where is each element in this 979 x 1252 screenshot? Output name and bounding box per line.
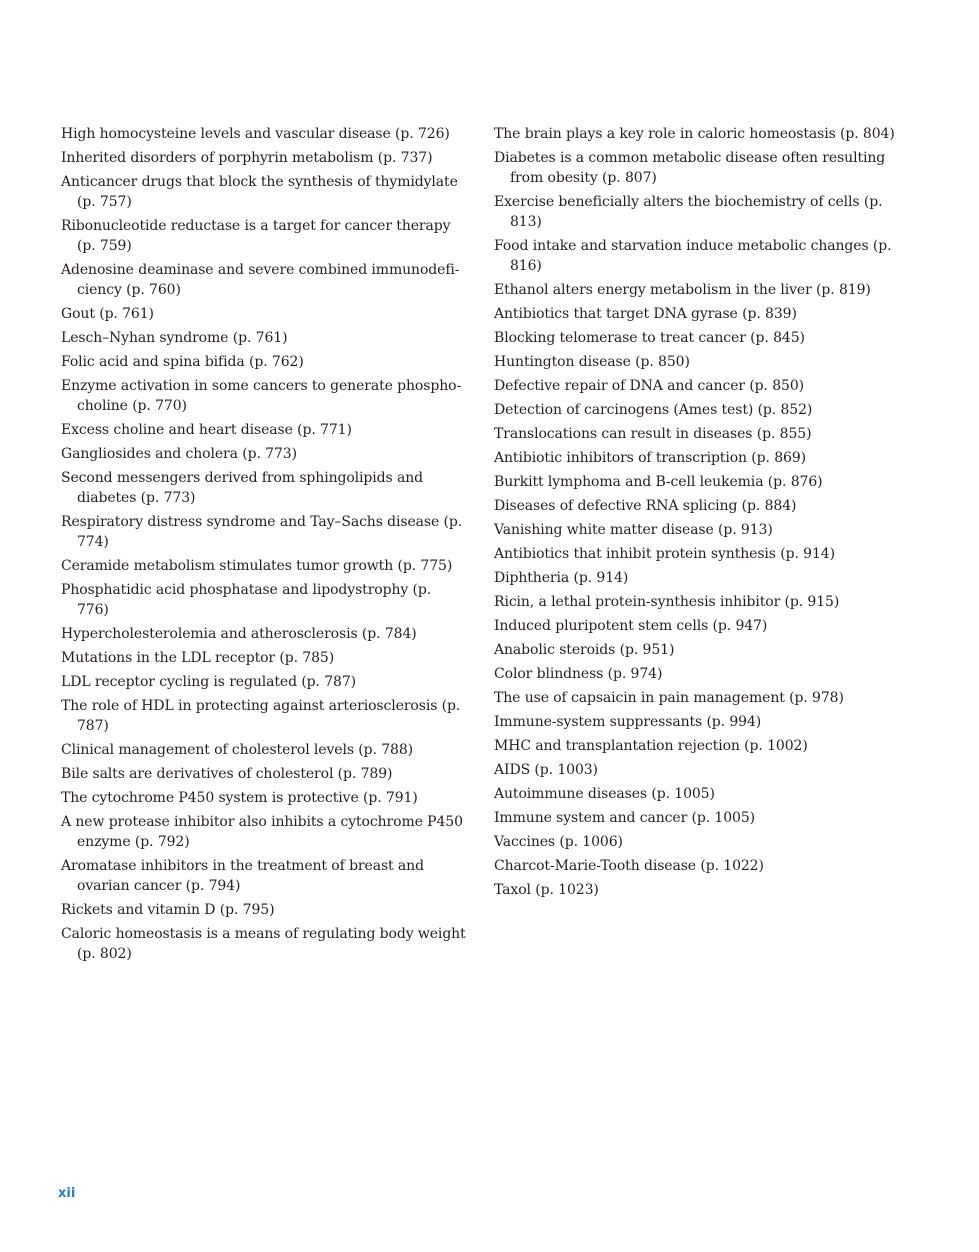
list-item: Respiratory distress syndrome and Tay–Sachs disease (p. 774) (61, 514, 463, 550)
list-item: Rickets and vitamin D (p. 795) (61, 902, 275, 918)
list-item: Clinical management of cholesterol levels (p. 788) (61, 742, 413, 758)
list-item: Immune system and cancer (p. 1005) (494, 810, 756, 826)
list-item: Burkitt lymphoma and B-cell leukemia (p. 876) (494, 474, 823, 490)
list-item: Antibiotics that inhibit protein synthesis (p. 914) (494, 546, 835, 562)
list-item: Translocations can result in diseases (p. 855) (494, 426, 812, 442)
list-item: Detection of carcinogens (Ames test) (p. 852) (494, 402, 813, 418)
list-item: Color blindness (p. 974) (494, 666, 663, 682)
list-item: AIDS (p. 1003) (494, 762, 598, 778)
list-item: The cytochrome P450 system is protective (p. 791) (61, 790, 418, 806)
list-item: Charcot-Marie-Tooth disease (p. 1022) (494, 858, 764, 874)
list-item: Folic acid and spina bifida (p. 762) (61, 354, 304, 370)
list-item: Blocking telomerase to treat cancer (p. 845) (494, 330, 805, 346)
list-item: Inherited disorders of porphyrin metabolism (p. 737) (61, 150, 433, 166)
list-item: Aromatase inhibitors in the treatment of breast and ovarian cancer (p. 794) (61, 858, 424, 894)
list-item: Lesch–Nyhan syndrome (p. 761) (61, 330, 288, 346)
list-item: Gangliosides and cholera (p. 773) (61, 446, 297, 462)
list-item: Autoimmune diseases (p. 1005) (494, 786, 715, 802)
list-item: Enzyme activation in some cancers to generate phospho-choline (p. 770) (61, 378, 462, 414)
list-item: Immune-system suppressants (p. 994) (494, 714, 762, 730)
list-item: Ribonucleotide reductase is a target for cancer therapy (p. 759) (61, 218, 451, 254)
list-item: LDL receptor cycling is regulated (p. 787) (61, 674, 357, 690)
list-item: Diphtheria (p. 914) (494, 570, 629, 586)
list-item: Caloric homeostasis is a means of regulating body weight (p. 802) (61, 926, 466, 962)
list-item: Ethanol alters energy metabolism in the liver (p. 819) (494, 282, 871, 298)
list-item: Antibiotics that target DNA gyrase (p. 839) (494, 306, 797, 322)
list-item: Food intake and starvation induce metabolic changes (p. 816) (494, 238, 892, 274)
page-number: xii (58, 1186, 76, 1201)
list-item: Gout (p. 761) (61, 306, 154, 322)
list-item: Second messengers derived from sphingolipids and diabetes (p. 773) (61, 470, 423, 506)
list-item: Phosphatidic acid phosphatase and lipodystrophy (p. 776) (61, 582, 432, 618)
list-item: Ricin, a lethal protein-synthesis inhibitor (p. 915) (494, 594, 840, 610)
list-item: Induced pluripotent stem cells (p. 947) (494, 618, 768, 634)
left-column-list (61, 124, 466, 968)
list-item: A new protease inhibitor also inhibits a cytochrome P450 enzyme (p. 792) (61, 814, 463, 850)
list-item: Exercise beneficially alters the biochemistry of cells (p. 813) (494, 194, 883, 230)
list-item: Excess choline and heart disease (p. 771) (61, 422, 352, 438)
right-column-list (494, 124, 914, 904)
list-item: Antibiotic inhibitors of transcription (p. 869) (494, 450, 807, 466)
list-item: Taxol (p. 1023) (494, 882, 599, 898)
list-item: Hypercholesterolemia and atherosclerosis (p. 784) (61, 626, 417, 642)
list-item: Ceramide metabolism stimulates tumor growth (p. 775) (61, 558, 453, 574)
list-item: Anabolic steroids (p. 951) (494, 642, 675, 658)
list-item: High homocysteine levels and vascular disease (p. 726) (61, 126, 450, 142)
list-item: Bile salts are derivatives of cholesterol (p. 789) (61, 766, 393, 782)
list-item: Adenosine deaminase and severe combined immunodefi-ciency (p. 760) (61, 262, 460, 298)
list-item: Diabetes is a common metabolic disease often resulting from obesity (p. 807) (494, 150, 886, 186)
list-item: Huntington disease (p. 850) (494, 354, 690, 370)
list-item: The brain plays a key role in caloric homeostasis (p. 804) (494, 126, 895, 142)
list-item: Anticancer drugs that block the synthesis of thymidylate (p. 757) (61, 174, 458, 210)
list-item: The role of HDL in protecting against arteriosclerosis (p. 787) (61, 698, 461, 734)
list-item: Diseases of defective RNA splicing (p. 884) (494, 498, 797, 514)
list-item: MHC and transplantation rejection (p. 1002) (494, 738, 808, 754)
list-item: Defective repair of DNA and cancer (p. 850) (494, 378, 805, 394)
list-item: Vaccines (p. 1006) (494, 834, 623, 850)
list-item: Mutations in the LDL receptor (p. 785) (61, 650, 335, 666)
list-item: The use of capsaicin in pain management (p. 978) (494, 690, 844, 706)
list-item: Vanishing white matter disease (p. 913) (494, 522, 773, 538)
